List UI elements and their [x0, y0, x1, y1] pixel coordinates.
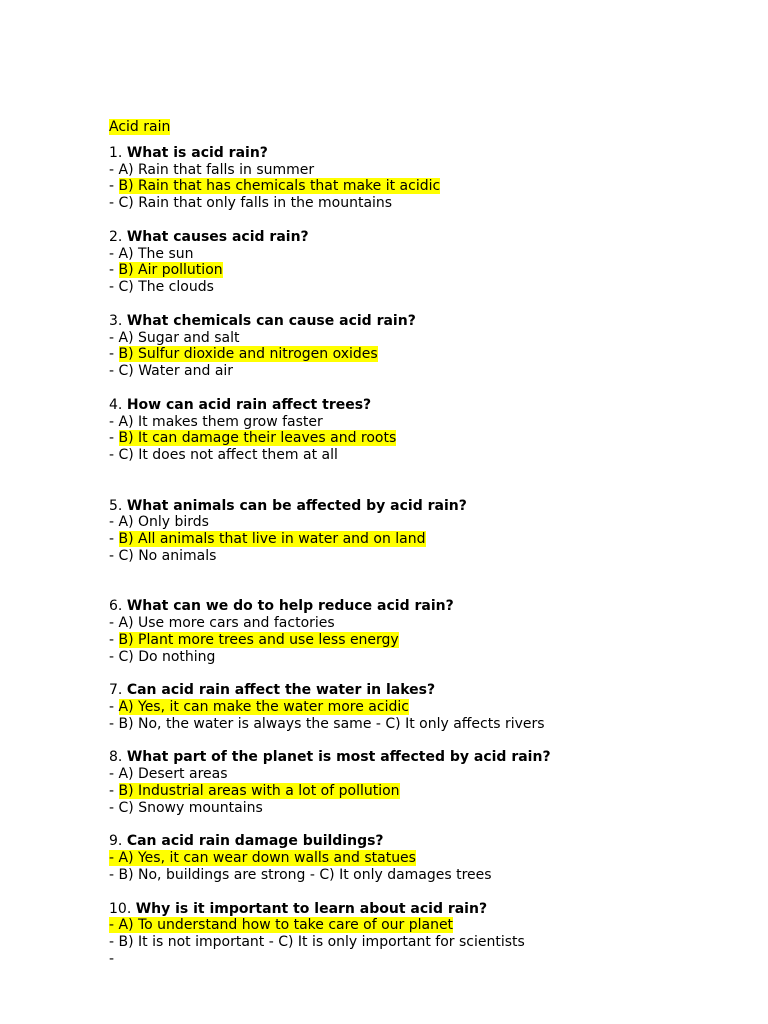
- question-number: 3.: [109, 312, 123, 329]
- answer-text: - A) The sun: [109, 245, 194, 262]
- answer-option: [109, 632, 749, 649]
- question-block: [109, 498, 749, 565]
- answer-text: -: [109, 631, 119, 648]
- answer-option: [109, 279, 749, 296]
- answer-option: [109, 162, 749, 179]
- answer-option: [109, 800, 749, 817]
- highlighted-answer: B) Rain that has chemicals that make it acidic: [118, 178, 441, 195]
- answer-text: -: [109, 262, 119, 279]
- answer-text: -: [109, 699, 119, 716]
- question-text: What animals can be affected by acid rain?: [126, 497, 467, 514]
- question-number: 5.: [109, 497, 123, 514]
- document-title: [109, 119, 749, 136]
- question-text: What can we do to help reduce acid rain?: [126, 598, 454, 615]
- highlighted-answer: B) Plant more trees and use less energy: [118, 631, 399, 648]
- answer-option: [109, 850, 749, 867]
- answer-text: -: [109, 430, 119, 447]
- question-block: [109, 397, 749, 464]
- highlighted-answer: B) It can damage their leaves and roots: [118, 430, 397, 447]
- highlighted-answer: B) Air pollution: [118, 262, 223, 279]
- title-highlight: Acid rain: [109, 119, 171, 135]
- question-text: What chemicals can cause acid rain?: [126, 312, 416, 329]
- answer-text: -: [109, 531, 119, 548]
- question-text: What part of the planet is most affected by acid rain?: [126, 749, 551, 766]
- answer-text: - A) It makes them grow faster: [109, 413, 323, 430]
- question-text: Can acid rain damage buildings?: [126, 833, 384, 850]
- answer-text: - B) No, the water is always the same - C) It only affects rivers: [109, 715, 545, 732]
- question-block: [109, 749, 749, 816]
- answer-text: -: [109, 346, 119, 363]
- question-heading: [109, 229, 749, 246]
- question-text: What causes acid rain?: [126, 228, 309, 245]
- question-heading: [109, 397, 749, 414]
- question-number: 7.: [109, 682, 123, 699]
- answer-option: [109, 783, 749, 800]
- question-heading: [109, 498, 749, 515]
- paragraph-spacer: [109, 565, 749, 599]
- answer-option: [109, 246, 749, 263]
- highlighted-answer: B) Industrial areas with a lot of pollution: [118, 783, 400, 800]
- highlighted-answer: - A) Yes, it can wear down walls and statues: [109, 850, 416, 867]
- answer-option: [109, 195, 749, 212]
- answer-text: - A) Rain that falls in summer: [109, 161, 315, 178]
- question-heading: [109, 682, 749, 699]
- highlighted-answer: B) Sulfur dioxide and nitrogen oxides: [118, 346, 378, 363]
- paragraph-spacer: [109, 296, 749, 313]
- question-number: 1.: [109, 144, 123, 161]
- answer-text: -: [109, 951, 115, 968]
- answer-option: [109, 917, 749, 934]
- answer-option: [109, 430, 749, 447]
- question-heading: [109, 313, 749, 330]
- highlighted-answer: - A) To understand how to take care of our planet: [109, 917, 454, 934]
- answer-text: - C) Water and air: [109, 363, 234, 380]
- paragraph-spacer: [109, 464, 749, 498]
- answer-option: [109, 531, 749, 548]
- question-block: [109, 598, 749, 665]
- answer-text: - C) Do nothing: [109, 648, 216, 665]
- question-heading: [109, 145, 749, 162]
- highlighted-answer: A) Yes, it can make the water more acidic: [118, 699, 409, 716]
- question-number: 8.: [109, 749, 123, 766]
- question-number: 4.: [109, 396, 123, 413]
- question-block: [109, 229, 749, 296]
- answer-option: [109, 178, 749, 195]
- question-text: Can acid rain affect the water in lakes?: [126, 682, 436, 699]
- question-number: 6.: [109, 598, 123, 615]
- answer-option: [109, 716, 749, 733]
- answer-option: [109, 346, 749, 363]
- paragraph-spacer: [109, 212, 749, 229]
- answer-text: - B) It is not important - C) It is only important for scientists: [109, 934, 525, 951]
- answer-text: - B) No, buildings are strong - C) It only damages trees: [109, 867, 492, 884]
- paragraph-spacer: [109, 733, 749, 750]
- question-heading: [109, 833, 749, 850]
- answer-text: - A) Sugar and salt: [109, 329, 240, 346]
- question-heading: [109, 901, 749, 918]
- answer-option: [109, 615, 749, 632]
- answer-text: -: [109, 178, 119, 195]
- answer-option: [109, 951, 749, 968]
- question-number: 10.: [109, 900, 132, 917]
- answer-text: - A) Use more cars and factories: [109, 615, 335, 632]
- question-heading: [109, 749, 749, 766]
- answer-option: [109, 330, 749, 347]
- question-text: How can acid rain affect trees?: [126, 396, 372, 413]
- question-list: [109, 145, 749, 968]
- answer-option: [109, 699, 749, 716]
- answer-text: -: [109, 783, 119, 800]
- answer-option: [109, 514, 749, 531]
- question-block: [109, 313, 749, 380]
- answer-text: - C) No animals: [109, 547, 217, 564]
- paragraph-spacer: [109, 817, 749, 834]
- answer-option: [109, 766, 749, 783]
- answer-text: - C) It does not affect them at all: [109, 447, 338, 464]
- question-block: [109, 682, 749, 732]
- answer-text: - A) Desert areas: [109, 766, 228, 783]
- question-block: [109, 833, 749, 883]
- question-text: What is acid rain?: [126, 144, 268, 161]
- question-block: [109, 145, 749, 212]
- answer-text: - C) Snowy mountains: [109, 799, 263, 816]
- answer-option: [109, 447, 749, 464]
- question-number: 2.: [109, 228, 123, 245]
- answer-option: [109, 363, 749, 380]
- answer-option: [109, 649, 749, 666]
- highlighted-answer: B) All animals that live in water and on land: [118, 531, 426, 548]
- answer-option: [109, 262, 749, 279]
- answer-option: [109, 414, 749, 431]
- question-block: [109, 901, 749, 968]
- document-page: [109, 119, 749, 968]
- question-text: Why is it important to learn about acid rain?: [135, 900, 488, 917]
- question-heading: [109, 598, 749, 615]
- question-number: 9.: [109, 833, 123, 850]
- answer-option: [109, 867, 749, 884]
- answer-text: - A) Only birds: [109, 514, 209, 531]
- paragraph-spacer: [109, 380, 749, 397]
- answer-option: [109, 548, 749, 565]
- answer-option: [109, 934, 749, 951]
- paragraph-spacer: [109, 884, 749, 901]
- answer-text: - C) Rain that only falls in the mountains: [109, 195, 393, 212]
- paragraph-spacer: [109, 666, 749, 683]
- answer-text: - C) The clouds: [109, 279, 214, 296]
